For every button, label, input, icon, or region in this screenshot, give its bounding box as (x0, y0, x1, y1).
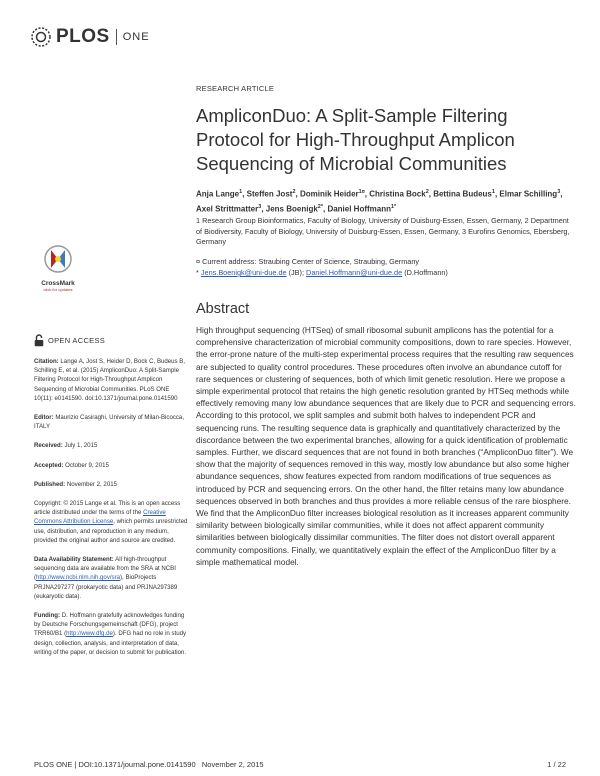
author-name: Christina Bock (369, 189, 426, 199)
plos-one-logo (30, 26, 150, 48)
author-affiliation-marker: 2 (425, 189, 429, 195)
citation-block (34, 357, 188, 403)
author-name: Axel Strittmatter (196, 204, 259, 214)
author-name: Daniel Hoffmann (327, 204, 391, 214)
author-affiliation-marker: 1* (391, 203, 397, 210)
citation-label: Citation: (34, 358, 59, 365)
article-title: AmpliconDuo: A Split-Sample Filtering Protocol for High-Throughput Amplicon Sequencing of Microbial Communities (196, 105, 515, 174)
editor-label: Editor: (34, 414, 54, 422)
received-date: July 1, 2015 (62, 442, 98, 450)
copyright-block (34, 499, 188, 545)
author-name: Steffen Jost (246, 189, 293, 199)
open-access-badge (34, 334, 188, 347)
article-sidebar (34, 334, 188, 667)
abstract-text: High throughput sequencing (HTSeq) of small ribosomal subunit amplicons has the potential for a comprehensive characterization of microbial community compositions, down to rare species. However, the error-prone nature of the multi-step experimental process requires that the resulting raw sequences are subjected to quality control procedures. These procedures often involve an abundance cutoff for rare sequences or clustering of sequences, both of which limit genetic resolution. Here we propose a simple experimental protocol that retains the high genetic resolution granted by HTSeq methods while effectively removing many low abundance sequences that are likely due to PCR and sequencing errors. According to this protocol, we split samples and submit both halves to independent PCR and sequencing runs. The resulting sequence data is graphically and quantitatively characterized by the discordance between the two experimental branches, allowing for a quick identification of problematic samples. Further, we discard sequences that are not found in both branches (“AmpliconDuo filter”). We show that the majority of sequences removed in this way, mostly low abundance but also some higher abundance sequences, show features expected from random modifications of true sequences as introduced by PCR and sequencing errors. On the other hand, the filter retains many low abundance sequences observed in both branches and thus provides a more reliable census of the rare biosphere. We find that the AmpliconDuo filter increases biological resolution as it increases apparent community similarity between biologically similar communities, while it does not affect apparent community similarities between biologically dissimilar communities. The filter does not distort overall apparent community compositions. Finally, we quantitatively explain the effect of the AmpliconDuo filter by a simple mathematical model. (196, 325, 576, 567)
funding-label: Funding: (34, 612, 61, 620)
data-availability-block (34, 555, 188, 601)
author-name: Dominik Heider (299, 189, 359, 199)
cc-license-link[interactable]: Creative Commons Attribution License (34, 509, 166, 526)
data-availability-text-b: ), BioProjects PRJNA297277 (prokaryotic data) and PRJNA297389 (eukaryotic data). (34, 574, 178, 600)
copyright-text-b: , which permits unrestricted use, distribution, and reproduction in any medium, provided the original author and source are credited. (34, 518, 188, 544)
crossmark-label: CrossMark (41, 280, 75, 287)
crossmark-icon (43, 244, 73, 274)
article-type: RESEARCH ARTICLE (196, 84, 275, 93)
author-affiliation-marker: 3 (258, 203, 262, 210)
author-notes (196, 256, 576, 278)
page-number: 1 / 22 (547, 760, 566, 769)
email-link-hoffmann[interactable]: Daniel.Hoffmann@uni-due.de (306, 268, 403, 277)
author-affiliation-marker: 2 (292, 189, 296, 195)
copyright-text-a: Copyright: © 2015 Lange et al. This is an open access article distributed under the terms of the (34, 500, 181, 517)
page-footer (34, 760, 566, 769)
author-name: Bettina Budeus (433, 189, 492, 199)
crossmark-sub: click for updates (43, 287, 73, 292)
author-name: Elmar Schilling (499, 189, 558, 199)
editor-block (34, 413, 188, 431)
logo-brand: PLOS (56, 26, 110, 47)
author-list: Anja Lange$^1$, Steffen Jost$^2$, Dominik Heider$^{1¤}$, Christina Bock$^2$, Bettina Budeus$^1$, Elmar Schilling$^3$, Axel Strittmatter$^3$, Jens Boenigk$^{2*}$, Daniel Hoffmann$^{1*}$ (196, 189, 563, 214)
email2-suffix: (D.Hoffmann) (402, 268, 448, 277)
affiliations: 1 Research Group Bioinformatics, Faculty of Biology, University of Duisburg-Essen, Essen, Germany, 2 Department of Biodiversity, Faculty of Biology, University of Duisburg-Essen, Essen, Germany, 3 Eurofins Genomics, Ebersberg, Germany (196, 216, 570, 247)
author-name: Anja Lange (196, 189, 240, 199)
crossmark-badge[interactable] (34, 244, 82, 292)
abstract-heading: Abstract (196, 301, 250, 317)
footer-citation: PLOS ONE | DOI:10.1371/journal.pone.0141590 November 2, 2015 (34, 760, 264, 769)
logo-divider (116, 29, 117, 45)
published-label: Published: (34, 480, 66, 488)
corresponding-authors (196, 267, 576, 278)
author-affiliation-marker: 1 (491, 189, 495, 195)
author-name: Jens Boenigk (265, 204, 318, 214)
dfg-link[interactable]: http://www.dfg.de (66, 630, 113, 638)
sra-link[interactable]: http://www.ncbi.nlm.nih.gov/sra (36, 574, 121, 582)
author-affiliation-marker: 2* (317, 203, 323, 210)
accepted-date: October 9, 2015 (63, 461, 109, 469)
received-label: Received: (34, 442, 63, 450)
email-link-boenigk[interactable]: Jens.Boenigk@uni-due.de (200, 268, 287, 277)
author-affiliation-marker: 3 (557, 189, 561, 195)
plos-logo-icon (30, 26, 52, 48)
email1-suffix: (JB); (286, 268, 307, 277)
published-date: November 2, 2015 (65, 480, 117, 488)
editor-text: Maurizio Casiraghi, University of Milan-Bicocca, ITALY (34, 414, 185, 431)
published-block (34, 480, 188, 489)
current-address: ¤ Current address: Straubing Center of Science, Straubing, Germany (196, 257, 420, 266)
accepted-block (34, 461, 188, 470)
logo-journal: ONE (122, 31, 150, 43)
received-block (34, 441, 188, 450)
funding-text-b: ). DFG had no role in study design, collection, analysis, and interpretation of data, writing of the paper, or decision to submit for publication. (34, 630, 187, 656)
corr-prefix: * (196, 268, 201, 277)
accepted-label: Accepted: (34, 461, 64, 469)
author-affiliation-marker: 1¤ (358, 189, 365, 195)
funding-text-a: D. Hoffmann gratefully acknowledges funding by Deutsche Forschungsgemeinschaft (DFG), project TRR60/B1 ( (34, 612, 185, 638)
data-availability-label: Data Availability Statement: (34, 556, 114, 564)
citation-text: Lange A, Jost S, Heider D, Bock C, Budeus B, Schilling E, et al. (2015) AmpliconDuo: A Split-Sample Filtering Protocol for High-Throughput Amplicon Sequencing of Microbial Communities. PLoS ONE 10(11): e0141590. doi:10.1371/journal.pone.0141590 (34, 358, 186, 402)
open-access-label: OPEN ACCESS (48, 335, 106, 345)
data-availability-text-a: All high-throughput sequencing data are available from the SRA at NCBI ( (34, 556, 176, 582)
author-affiliation-marker: 1 (239, 189, 243, 195)
open-lock-icon (34, 334, 44, 347)
funding-block (34, 611, 188, 657)
